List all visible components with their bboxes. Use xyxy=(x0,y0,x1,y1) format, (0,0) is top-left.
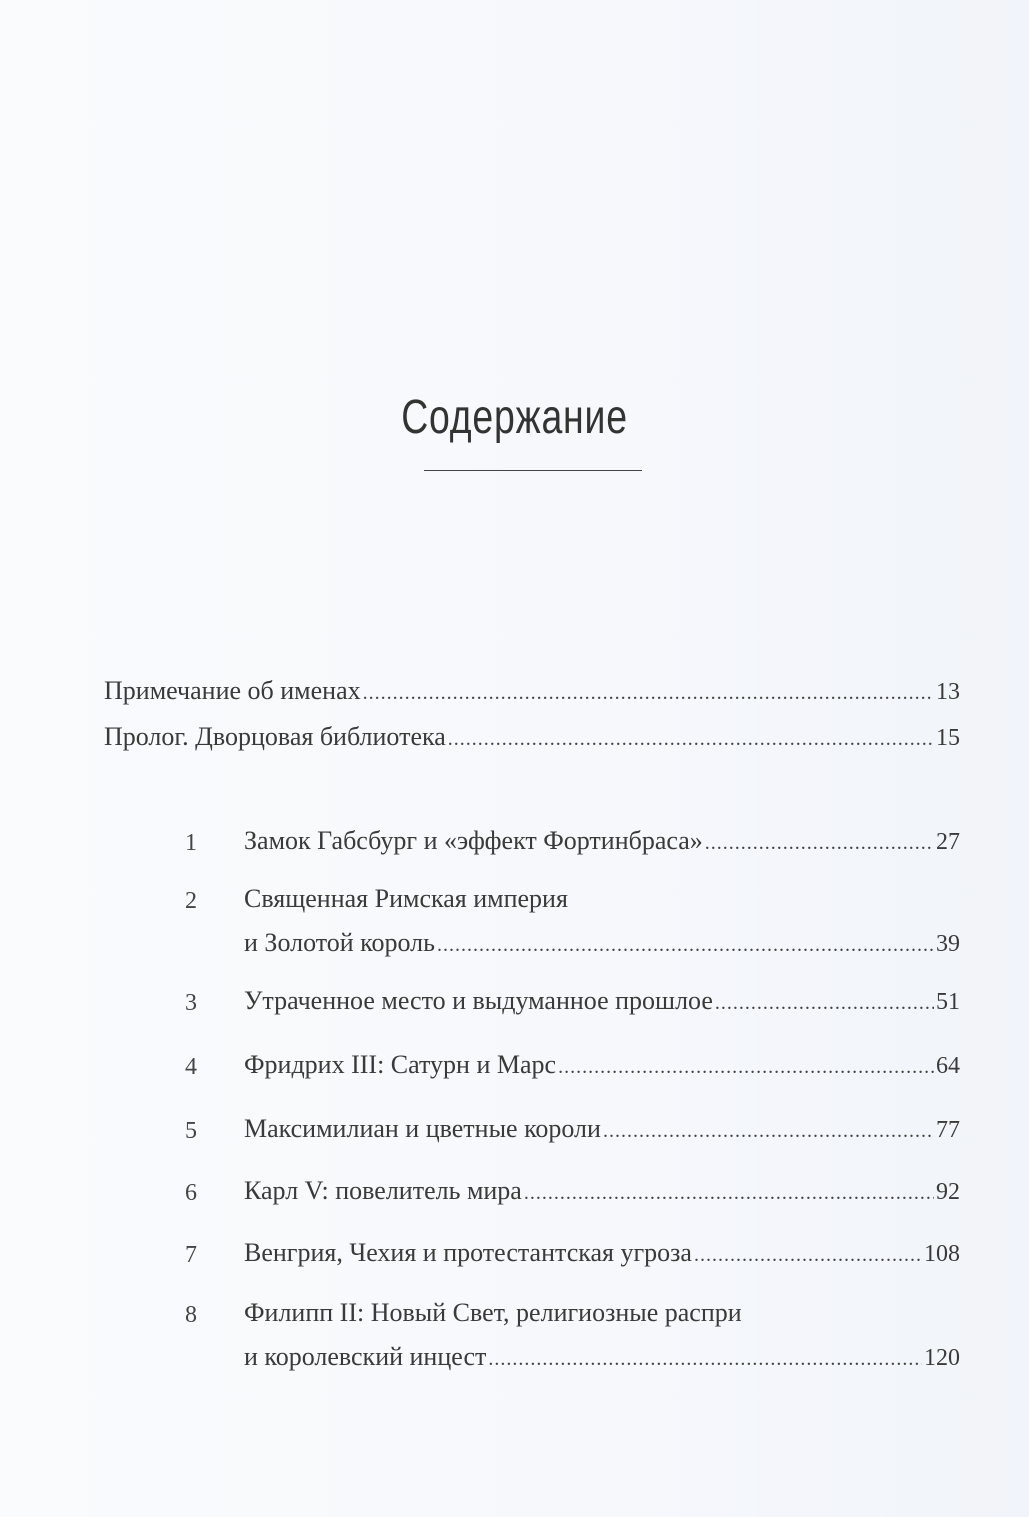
toc-entry-page: 15 xyxy=(936,725,960,751)
toc-entry-title-line1: Филипп II: Новый Свет, религиозные распри xyxy=(244,1298,742,1327)
toc-entry-chapter-6[interactable] xyxy=(244,1176,960,1206)
toc-entry-title: Венгрия, Чехия и протестантская угроза xyxy=(244,1238,692,1267)
chapter-number: 2 xyxy=(185,888,197,914)
chapter-number: 5 xyxy=(185,1118,197,1144)
page-title: Содержание xyxy=(401,391,628,444)
toc-entry-page: 64 xyxy=(936,1053,960,1079)
toc-entry-title-line1: Священная Римская империя xyxy=(244,884,568,913)
toc-entry-page: 51 xyxy=(936,989,960,1015)
chapter-number: 3 xyxy=(185,990,197,1016)
toc-entry-notes[interactable] xyxy=(104,676,960,706)
chapter-number: 8 xyxy=(185,1302,197,1328)
toc-entry-chapter-2[interactable] xyxy=(244,928,960,958)
leader-dots xyxy=(694,1244,922,1267)
leader-dots xyxy=(437,934,934,957)
leader-dots xyxy=(603,1120,934,1143)
toc-entry-title: Пролог. Дворцовая библиотека xyxy=(104,722,446,751)
toc-entry-chapter-4[interactable] xyxy=(244,1050,960,1080)
chapter-number: 6 xyxy=(185,1180,197,1206)
toc-entry-chapter-5[interactable] xyxy=(244,1114,960,1144)
toc-entry-page: 108 xyxy=(924,1241,960,1267)
toc-entry-prologue[interactable] xyxy=(104,722,960,752)
toc-entry-page: 92 xyxy=(936,1179,960,1205)
toc-entry-page: 27 xyxy=(936,829,960,855)
toc-entry-title: Фридрих III: Сатурн и Марс xyxy=(244,1050,557,1079)
toc-entry-title: Замок Габсбург и «эффект Фортинбраса» xyxy=(244,826,703,855)
toc-entry-page: 39 xyxy=(936,931,960,957)
toc-entry-page: 77 xyxy=(936,1117,960,1143)
toc-entry-title: Утраченное место и выдуманное прошлое xyxy=(244,986,713,1015)
toc-entry-title: Примечание об именах xyxy=(104,676,361,705)
chapter-number: 1 xyxy=(185,830,197,856)
leader-dots xyxy=(705,832,934,855)
toc-entry-chapter-8[interactable] xyxy=(244,1342,960,1372)
toc-entry-chapter-3[interactable] xyxy=(244,986,960,1016)
chapter-number: 4 xyxy=(185,1054,197,1080)
toc-entry-chapter-1[interactable] xyxy=(244,826,960,856)
toc-entry-page: 120 xyxy=(924,1345,960,1371)
toc-entry-title: и Золотой король xyxy=(244,928,435,957)
leader-dots xyxy=(488,1348,922,1371)
toc-entry-title: Максимилиан и цветные короли xyxy=(244,1114,601,1143)
leader-dots xyxy=(524,1182,934,1205)
leader-dots xyxy=(363,682,934,705)
chapter-number: 7 xyxy=(185,1242,197,1268)
leader-dots xyxy=(558,1056,934,1079)
title-divider xyxy=(424,470,642,471)
toc-entry-title: Карл V: повелитель мира xyxy=(244,1176,522,1205)
toc-entry-title: и королевский инцест xyxy=(244,1342,487,1371)
toc-entry-chapter-7[interactable] xyxy=(244,1238,960,1268)
leader-dots xyxy=(715,992,934,1015)
leader-dots xyxy=(448,728,934,751)
toc-entry-page: 13 xyxy=(936,679,960,705)
